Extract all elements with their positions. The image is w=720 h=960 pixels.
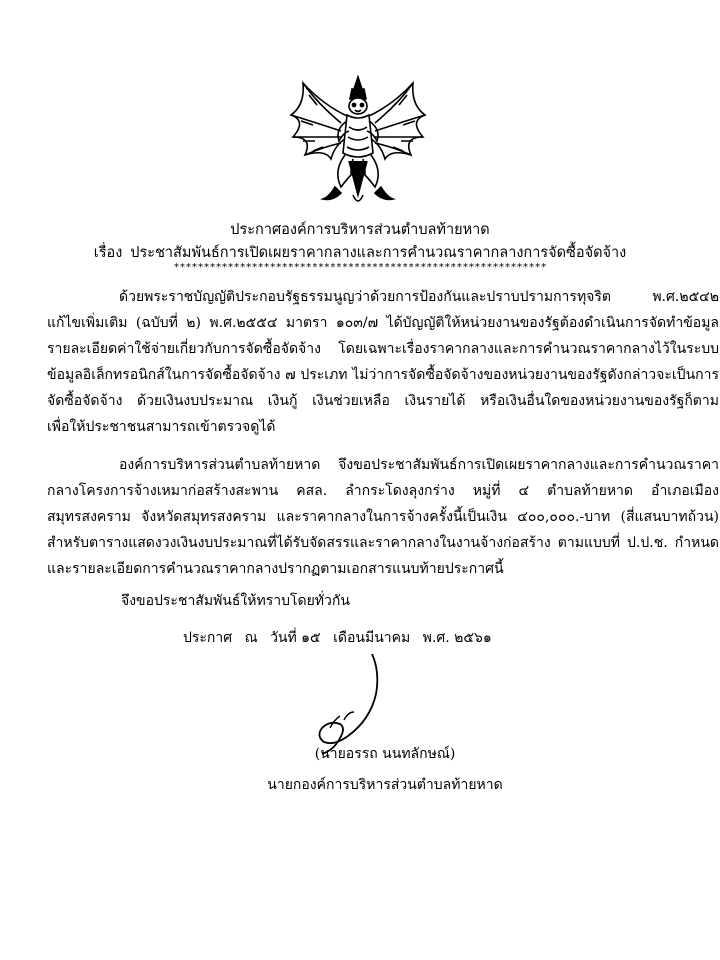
paragraph-line: สมุทรสงคราม จังหวัดสมุทรสงคราม และราคากลางในการจ้างครั้งนี้เป็นเงิน ๔๐๐,๐๐๐.-บาท (สี่แสนบาทถ้วน): [47, 509, 719, 525]
paragraph-line: จัดซื้อจัดจ้าง ด้วยเงินงบประมาณ เงินกู้ เงินช่วยเหลือ เงินรายได้ หรือเงินอื่นใดของหน่วยงานของรัฐก็ตาม: [47, 393, 719, 409]
paragraph-line: ข้อมูลอิเล็กทรอนิกส์ในการจัดซื้อจัดจ้าง ๗ ประเภท ไม่ว่าการจัดซื้อจัดจ้างของหน่วยงานของรัฐดังกล่าวจะเป็นการ: [47, 367, 719, 383]
paragraph-line: ด้วยพระราชบัญญัติประกอบรัฐธรรมนูญว่าด้วยการป้องกันและปราบปรามการทุจริต พ.ศ.๒๕๔๒: [119, 289, 719, 305]
announcement-title: ประกาศองค์การบริหารส่วนตำบลท้ายหาด: [230, 222, 490, 238]
subject-line: [0, 241, 720, 264]
paragraph-line: กลางโครงการจ้างเหมาก่อสร้างสะพาน คสล. ลำกระโดงลุงกร่าง หมู่ที่ ๔ ตำบลท้ายหาด อำเภอเมือง: [47, 483, 719, 499]
separator-line: **************************************************************: [173, 262, 547, 273]
date-month: เดือนมีนาคม: [333, 630, 411, 646]
date-day: วันที่ ๑๕: [270, 630, 321, 646]
at-label: ณ: [244, 630, 258, 646]
paragraph-2-body: [47, 478, 719, 582]
paragraph-line: และรายละเอียดการคำนวณราคากลางปรากฏตามเอกสารแนบท้ายประกาศนี้: [47, 561, 504, 577]
subject-label: เรื่อง: [93, 245, 123, 261]
date-year: พ.ศ. ๒๕๖๑: [422, 630, 492, 646]
paragraph-line: แก้ไขเพิ่มเติม (ฉบับที่ ๒) พ.ศ.๒๕๕๔ มาตรา ๑๐๓/๗ ได้บัญญัติให้หน่วยงานของรัฐต้องดำเนินการจัดทำข้อมูล: [47, 315, 719, 331]
paragraph-line: เพื่อให้ประชาชนสามารถเข้าตรวจดูได้: [47, 419, 276, 435]
paragraph-line: สำหรับตารางแสดงวงเงินงบประมาณที่ได้รับจัดสรรและราคากลางในงานจ้างก่อสร้าง ตามแบบที่ ป.ป.ช. กำหนด: [47, 535, 719, 551]
paragraph-1-body: [47, 310, 719, 440]
signatory-position: นายกองค์การบริหารส่วนตำบลท้ายหาด: [267, 777, 503, 793]
garuda-emblem-icon: [283, 75, 433, 210]
subject-text: ประชาสัมพันธ์การเปิดเผยราคากลางและการคำนวณราคากลางการจัดซื้อจัดจ้าง: [130, 245, 627, 261]
dateline: [183, 627, 500, 649]
paragraph-1: [119, 284, 719, 310]
closing-statement: จึงขอประชาสัมพันธ์ให้ทราบโดยทั่วกัน: [121, 593, 350, 609]
paragraph-line: องค์การบริหารส่วนตำบลท้ายหาด จึงขอประชาสัมพันธ์การเปิดเผยราคากลางและการคำนวณราคา: [119, 457, 719, 473]
paragraph-line: รายละเอียดค่าใช้จ่ายเกี่ยวกับการจัดซื้อจัดจ้าง โดยเฉพาะเรื่องราคากลางและการคำนวณราคากลางไว้ในระบบ: [47, 341, 719, 357]
announced-label: ประกาศ: [183, 630, 233, 646]
paragraph-2: [119, 452, 719, 478]
signatory-name: (นายอรรถ นนทลักษณ์): [314, 746, 456, 762]
